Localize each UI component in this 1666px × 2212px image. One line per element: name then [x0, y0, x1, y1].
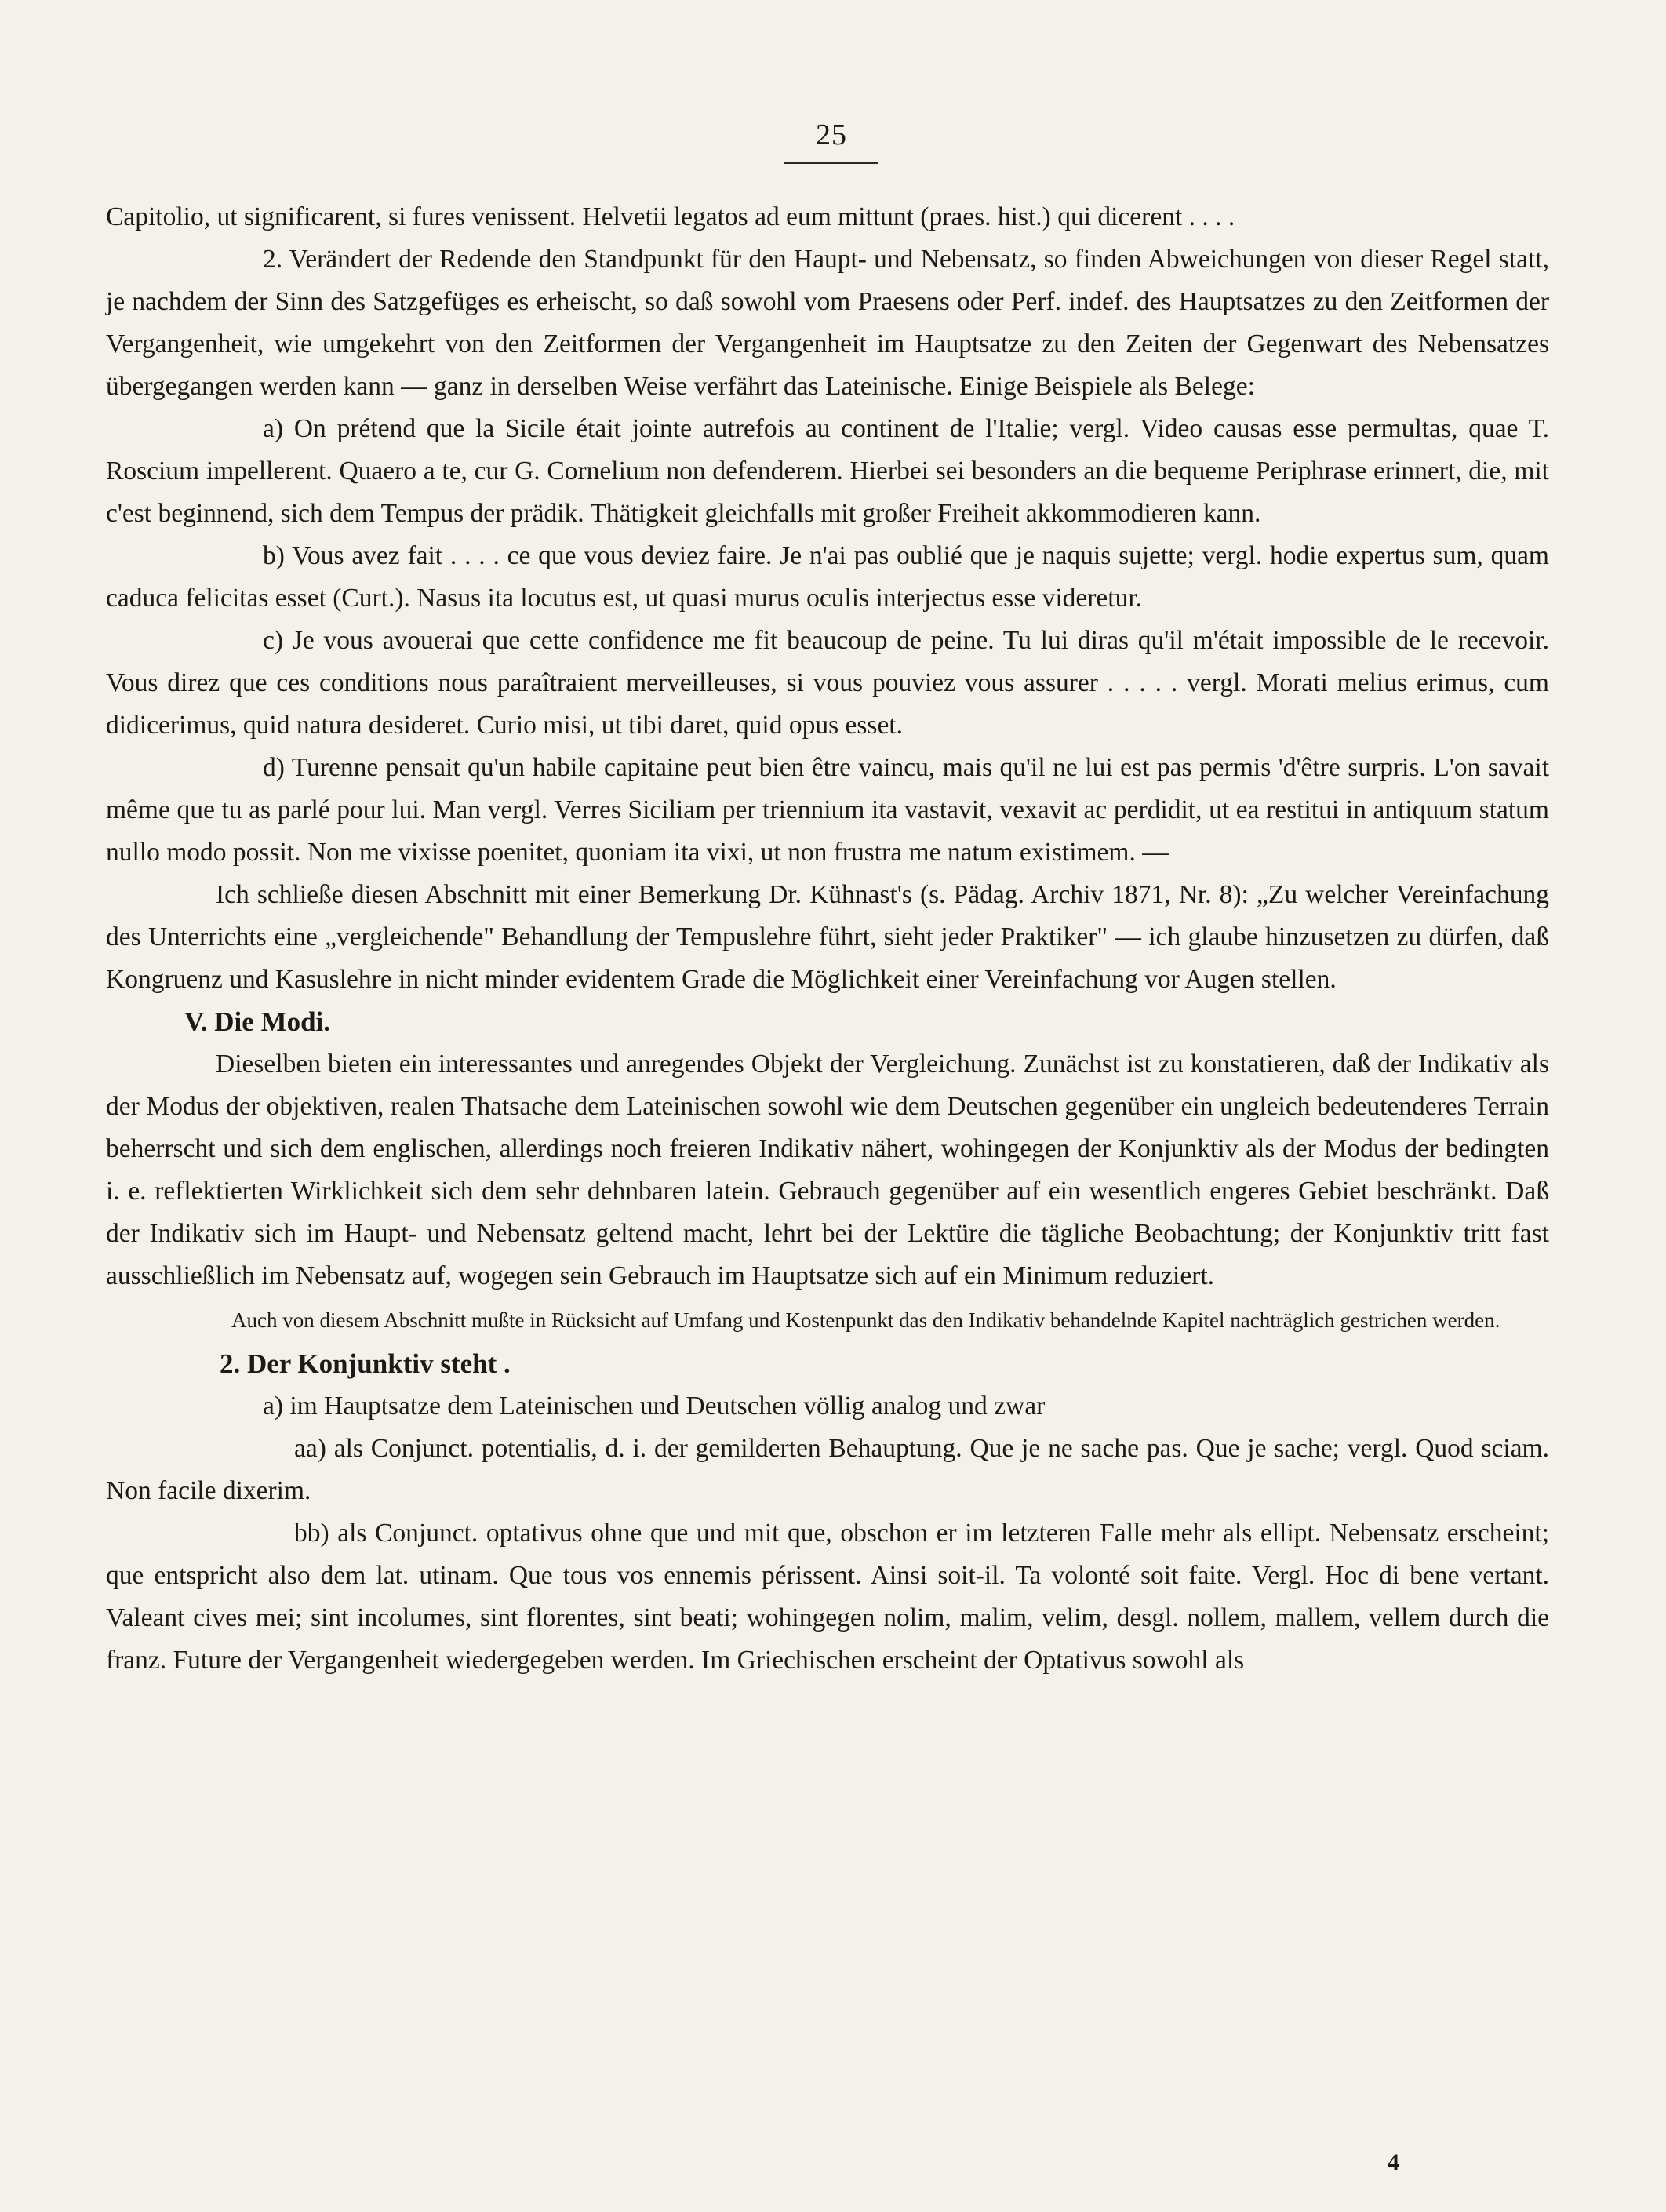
paragraph: aa) als Conjunct. potentialis, d. i. der gemilderten Behauptung. Que je ne sache pas. Que je sache; vergl. Quod sciam. Non facile dixerim. — [106, 1434, 1549, 1505]
paragraph: Ich schließe diesen Abschnitt mit einer Bemerkung Dr. Kühnast's (s. Pädag. Archiv 1871, Nr. 8): „Zu welcher Vereinfachung des Unterrichts eine „vergleichende" Behandlung der Tempuslehre führt, sieht jeder Praktiker" — ich glaube hinzusetzen zu dürfen, daß Kongruenz und Kasuslehre in nicht minder evidentem Grade die Möglichkeit einer Vereinfachung vor Augen stellen. — [106, 880, 1549, 994]
signature-mark: 4 — [1388, 2149, 1399, 2175]
paragraph-example-d: d) Turenne pensait qu'un habile capitaine peut bien être vaincu, mais qu'il ne lui est pas permis 'd'être surpris. L'on savait même que tu as parlé pour lui. Man vergl. Verres Siciliam per triennium ita vastavit, vexavit ac perdidit, ut ea restitui in antiquum statum nullo modo possit. Non me vixisse poenitet, quoniam ita vixi, ut non frustra me natum existimem. — — [106, 753, 1549, 867]
paragraph: bb) als Conjunct. optativus ohne que und mit que, obschon er im letzteren Falle mehr als ellipt. Nebensatz erscheint; que entspricht also dem lat. utinam. Que tous vos ennemis périssent. Ainsi soit-il. Ta volonté soit faite. Vergl. Hoc di bene vertant. Valeant cives mei; sint incolumes, sint florentes, sint beati; wohingegen nolim, malim, velim, desgl. nollem, mallem, vellem durch die franz. Future der Vergangenheit wiedergegeben werden. Im Griechischen erscheint der Optativus sowohl als — [106, 1519, 1549, 1675]
page-number-rule — [784, 162, 878, 164]
body-text — [106, 196, 1549, 1682]
paragraph: Capitolio, ut significarent, si fures venissent. Helvetii legatos ad eum mittunt (praes. hist.) qui dicerent . . . . — [106, 202, 1235, 231]
paragraph: Dieselben bieten ein interessantes und anregendes Objekt der Vergleichung. Zunächst ist zu konstatieren, daß der Indikativ als der Modus der objektiven, realen Thatsache dem Lateinischen sowohl wie dem Deutschen gegenüber ein ungleich bedeutenderes Terrain beherrscht und sich dem englischen, allerdings noch freieren Indikativ nähert, wohingegen der Konjunktiv als der Modus der bedingten i. e. reflektierten Wirklichkeit sich dem sehr dehnbaren latein. Gebrauch gegenüber auf ein wesentlich engeres Gebiet beschränkt. Daß der Indikativ sich im Haupt- und Nebensatz geltend macht, lehrt bei der Lektüre die tägliche Beobachtung; der Konjunktiv tritt fast ausschließlich im Nebensatz auf, wogegen sein Gebrauch im Hauptsatze sich auf ein Minimum reduziert. — [106, 1050, 1549, 1290]
section-heading: V. Die Modi. — [184, 1006, 331, 1037]
paragraph-example-c: c) Je vous avouerai que cette confidence me fit beaucoup de peine. Tu lui diras qu'il m'était impossible de le recevoir. Vous direz que ces conditions nous paraîtraient merveilleuses, si vous pouviez vous assurer . . . . . vergl. Morati melius erimus, cum didicerimus, quid natura desideret. Curio misi, ut tibi daret, quid opus esset. — [106, 626, 1549, 740]
paragraph: a) im Hauptsatze dem Lateinischen und Deutschen völlig analog und zwar — [263, 1392, 1046, 1421]
paragraph-example-a: a) On prétend que la Sicile était jointe autrefois au continent de l'Italie; vergl. Video causas esse permultas, quae T. Roscium impellerent. Quaero a te, cur G. Cornelium non defenderem. Hierbei sei besonders an die bequeme Periphrase erinnert, die, mit c'est beginnend, sich dem Tempus der prädik. Thätigkeit gleichfalls mit großer Freiheit akkommodieren kann. — [106, 414, 1549, 528]
paragraph: 2. Verändert der Redende den Standpunkt für den Haupt- und Nebensatz, so finden Abweichungen von dieser Regel statt, je nachdem der Sinn des Satzgefüges es erheischt, so daß sowohl vom Praesens oder Perf. indef. des Hauptsatzes zu den Zeitformen der Vergangenheit, wie umgekehrt von den Zeitformen der Vergangenheit im Hauptsatze zu den Zeiten der Gegenwart des Nebensatzes übergegangen werden kann — ganz in derselben Weise verfährt das Lateinische. Einige Beispiele als Belege: — [106, 245, 1549, 401]
page-number: 25 — [816, 118, 847, 151]
subsection-heading: 2. Der Konjunktiv steht . — [220, 1348, 511, 1379]
footnote: Auch von diesem Abschnitt mußte in Rücksicht auf Umfang und Kostenpunkt das den Indikativ behandelnde Kapitel nachträglich gestrichen werden. — [231, 1308, 1500, 1332]
paragraph-example-b: b) Vous avez fait . . . . ce que vous deviez faire. Je n'ai pas oublié que je naquis sujette; vergl. hodie expertus sum, quam caduca felicitas esset (Curt.). Nasus ita locutus est, ut quasi murus oculis interjectus esse videretur. — [106, 541, 1549, 613]
